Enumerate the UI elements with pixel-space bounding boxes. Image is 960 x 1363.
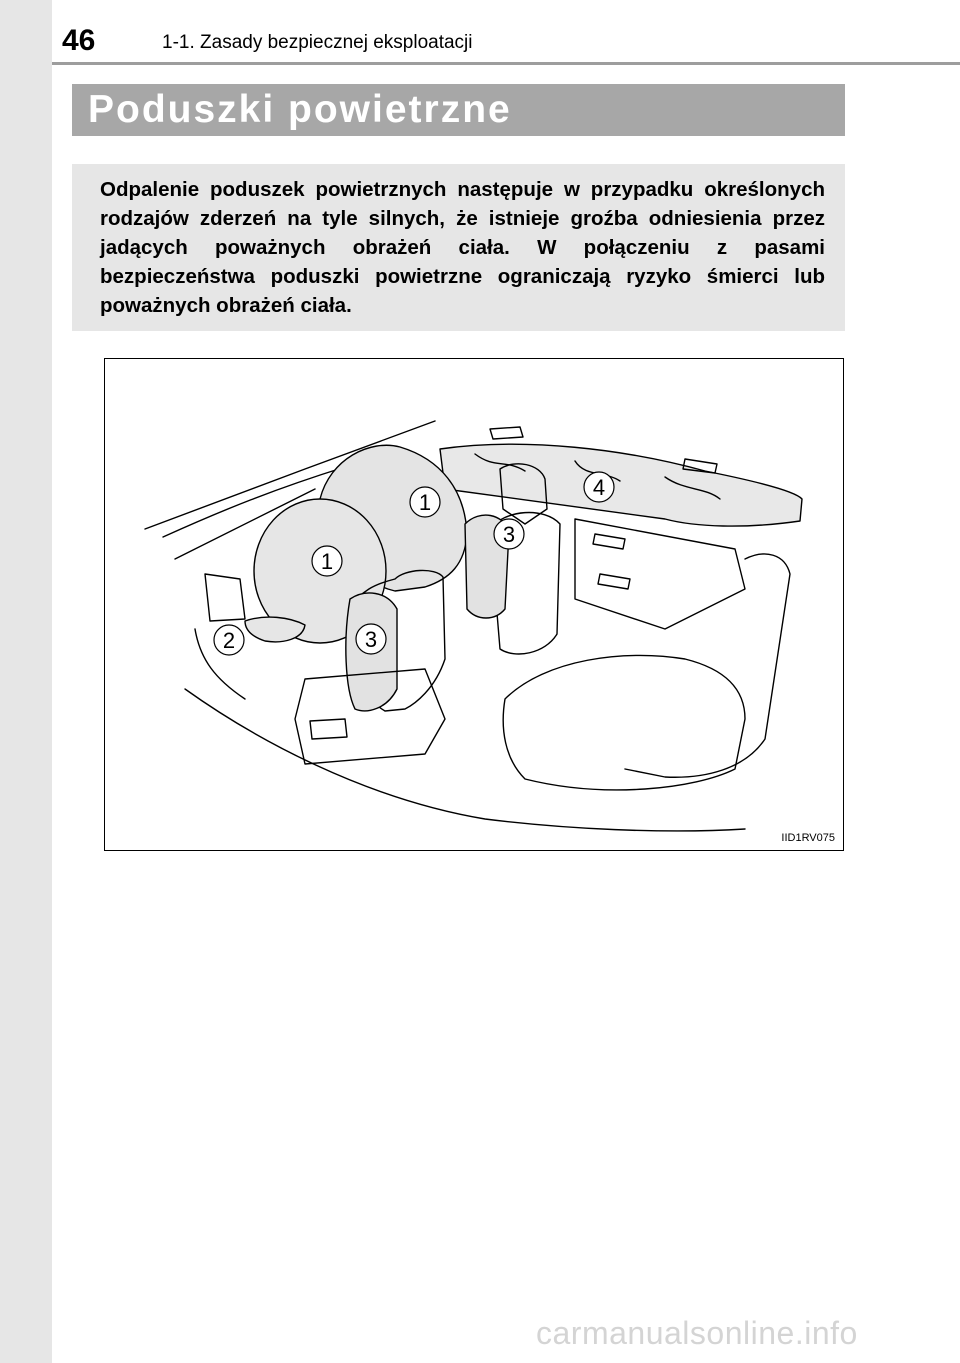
side-strip	[0, 0, 52, 1363]
running-head: 1-1. Zasady bezpiecznej eksploatacji	[162, 32, 473, 53]
callout-driver-side-airbag	[356, 624, 386, 654]
callout-passenger-airbag	[410, 487, 440, 517]
svg-text:3: 3	[502, 522, 516, 547]
watermark: carmanualsonline.info	[536, 1315, 858, 1351]
airbag-illustration	[104, 358, 844, 851]
rear-seat-cushion	[503, 655, 745, 790]
door-handles	[593, 534, 630, 589]
intro-text: Odpalenie poduszek powietrznych następuje w przypadku określonych rodzajów zderzeń na tyle silnych, że istnieje groźba odniesienia przez jadących poważnych obrażeń ciała. W połączeniu z pasami bezpieczeństwa poduszki powietrzne ograniczają ryzyko śmierci lub poważnych obrażeń ciała.	[100, 178, 825, 317]
svg-text:1: 1	[418, 490, 432, 515]
svg-text:2: 2	[222, 628, 236, 653]
intro-box	[72, 164, 845, 331]
floor-line	[185, 689, 745, 831]
car-interior-drawing	[105, 359, 844, 851]
svg-text:4: 4	[592, 475, 606, 500]
seat-adjust-switch	[310, 719, 347, 739]
roof-handle-front	[490, 427, 523, 439]
page-number: 46	[62, 24, 96, 57]
svg-text:3: 3	[364, 627, 378, 652]
callout-steering-airbag	[312, 546, 342, 576]
section-title-bar	[72, 84, 845, 136]
center-stack	[205, 574, 245, 621]
section-title: Poduszki powietrzne	[88, 88, 512, 131]
callout-passenger-side-airbag	[494, 519, 524, 549]
curtain-airbag-shape	[440, 444, 802, 526]
rear-seatback	[625, 554, 790, 777]
figure-id: IID1RV075	[781, 832, 835, 844]
callout-curtain-airbag	[584, 472, 614, 502]
svg-text:1: 1	[320, 549, 334, 574]
callout-knee-airbag	[214, 625, 244, 655]
header-rule	[52, 62, 960, 65]
